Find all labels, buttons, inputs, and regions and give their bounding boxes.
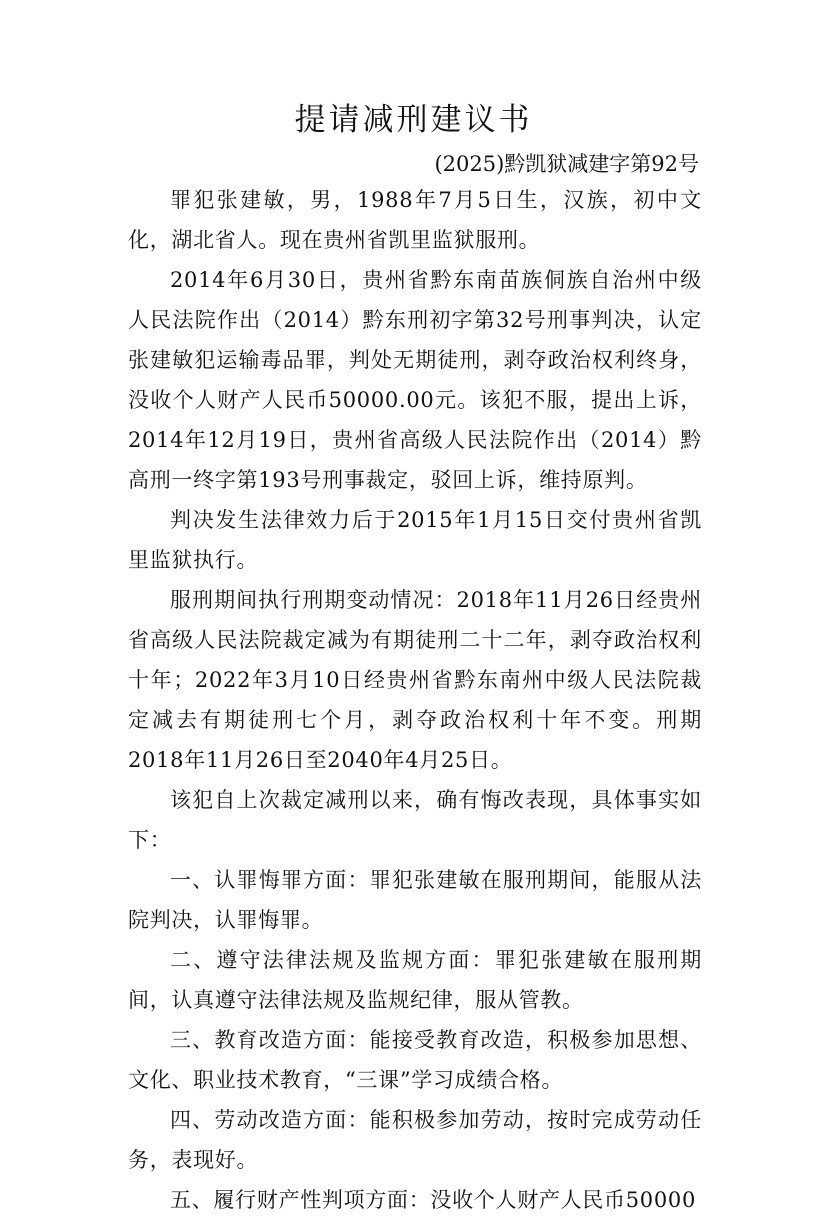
document-number: (2025)黔凯狱减建字第92号 xyxy=(434,152,699,176)
document-body xyxy=(128,180,702,1220)
paragraph-offender-info: 罪犯张建敏，男，1988年7月5日生，汉族，初中文化，湖北省人。现在贵州省凯里监狱服刑。 xyxy=(128,188,702,252)
paragraph-education: 三、教育改造方面：能接受教育改造，积极参加思想、文化、职业技术教育，“三课”学习成绩合格。 xyxy=(128,1028,702,1092)
paragraph-labor: 四、劳动改造方面：能积极参加劳动，按时完成劳动任务，表现好。 xyxy=(128,1108,702,1172)
paragraph-compliance: 二、遵守法律法规及监规方面：罪犯张建敏在服刑期间，认真遵守法律法规及监规纪律，服从管教。 xyxy=(128,948,702,1012)
paragraph-execution-start: 判决发生法律效力后于2015年1月15日交付贵州省凯里监狱执行。 xyxy=(128,508,702,572)
paragraph-sentence-changes: 服刑期间执行刑期变动情况：2018年11月26日经贵州省高级人民法院裁定减为有期徒刑二十二年，剥夺政治权利十年；2022年3月10日经贵州省黔东南州中级人民法院裁定减去有期徒刑七个月，剥夺政治权利十年不变。刑期2018年11月26日至2040年4月25日。 xyxy=(128,588,702,772)
document-title: 提请减刑建议书 xyxy=(294,102,533,138)
paragraph-facts-intro: 该犯自上次裁定减刑以来，确有悔改表现，具体事实如下： xyxy=(128,788,702,852)
paragraph-original-judgment: 2014年6月30日，贵州省黔东南苗族侗族自治州中级人民法院作出（2014）黔东刑初字第32号刑事判决，认定张建敏犯运输毒品罪，判处无期徒刑，剥夺政治权利终身，没收个人财产人民币50000.00元。该犯不服，提出上诉，2014年12月19日，贵州省高级人民法院作出（2014）黔高刑一终字第193号刑事裁定，驳回上诉，维持原判。 xyxy=(128,268,702,492)
paragraph-admission-of-guilt: 一、认罪悔罪方面：罪犯张建敏在服刑期间，能服从法院判决，认罪悔罪。 xyxy=(128,868,702,932)
paragraph-property-penalty: 五、履行财产性判项方面：没收个人财产人民币50000 xyxy=(170,1188,697,1212)
